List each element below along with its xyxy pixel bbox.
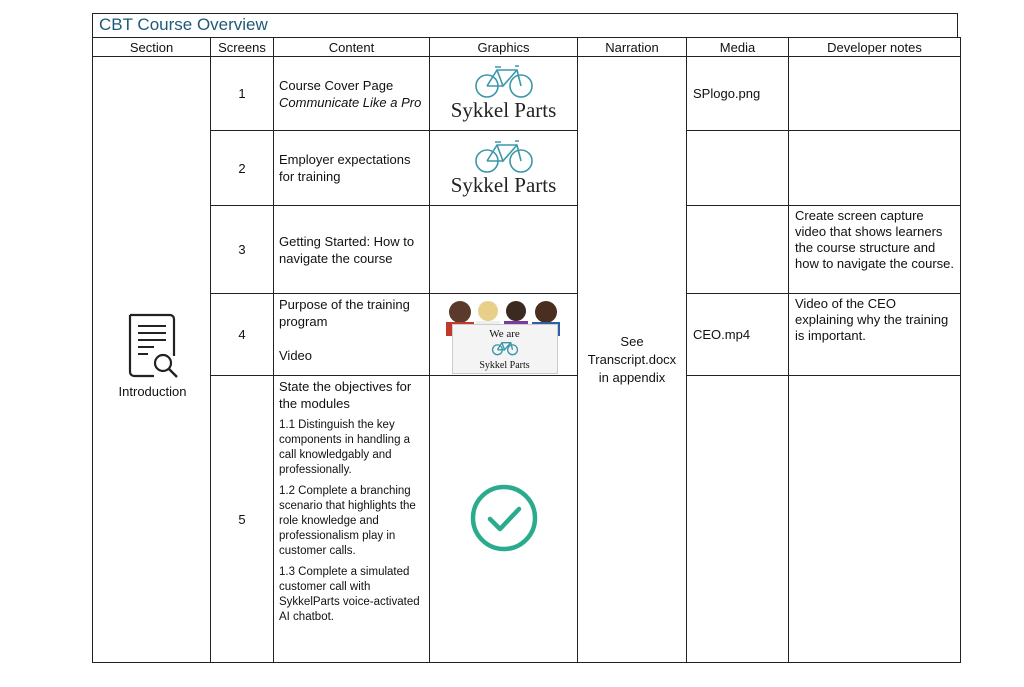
narration-line: See <box>620 334 644 349</box>
content-title: Course Cover Page <box>279 77 394 93</box>
graphic-cell <box>430 294 578 376</box>
checkmark-circle-icon <box>469 483 539 553</box>
notes-cell: Create screen capture video that shows learners the course structure and how to navigate the course. <box>789 206 961 294</box>
team-photo <box>438 296 570 374</box>
bicycle-icon <box>473 64 535 100</box>
content-title: State the objectives for the modules <box>279 379 412 411</box>
sign-board <box>452 324 558 374</box>
objective-item: 1.1 Distinguish the key components in handling a call knowledgably and professionally. <box>279 419 411 476</box>
table-row <box>93 294 961 376</box>
content-cell: Employer expectations for training <box>274 131 430 206</box>
screen-number: 2 <box>211 131 274 206</box>
content-cell: Getting Started: How to navigate the course <box>274 206 430 294</box>
media-cell: SPlogo.png <box>687 57 789 131</box>
section-label: Introduction <box>118 384 187 399</box>
header-graphics: Graphics <box>430 38 578 57</box>
graphic-cell <box>430 131 578 206</box>
graphic-cell <box>430 57 578 131</box>
header-row <box>93 38 961 57</box>
media-cell <box>687 131 789 206</box>
header-narration: Narration <box>578 38 687 57</box>
title-bar <box>92 13 958 37</box>
media-cell <box>687 376 789 663</box>
header-screens: Screens <box>211 38 274 57</box>
narration-file: Transcript.docx <box>587 352 677 367</box>
document-search-icon <box>126 312 180 380</box>
logo-text: Sykkel Parts <box>450 172 557 197</box>
table-row <box>93 376 961 663</box>
objective-item: 1.2 Complete a branching scenario that highlights the role knowledge and professionalism play in customer calls. <box>279 485 416 557</box>
notes-cell <box>789 57 961 131</box>
course-overview-table <box>92 37 961 663</box>
bicycle-icon <box>473 139 535 175</box>
notes-cell <box>789 131 961 206</box>
notes-cell <box>789 376 961 663</box>
bicycle-icon <box>490 340 520 356</box>
media-cell <box>687 206 789 294</box>
media-cell: CEO.mp4 <box>687 294 789 376</box>
screen-number: 3 <box>211 206 274 294</box>
header-content: Content <box>274 38 430 57</box>
table-row <box>93 131 961 206</box>
header-section: Section <box>93 38 211 57</box>
table-row <box>93 206 961 294</box>
sign-text: We are <box>489 327 520 340</box>
screen-number: 4 <box>211 294 274 376</box>
logo-text: Sykkel Parts <box>450 98 557 122</box>
graphic-cell <box>430 206 578 294</box>
content-subtitle: Communicate Like a Pro <box>279 94 422 110</box>
page-title: CBT Course Overview <box>99 15 268 34</box>
notes-cell: Video of the CEO explaining why the training is important. <box>789 294 961 376</box>
sign-text: Sykkel Parts <box>479 359 530 371</box>
content-title: Purpose of the training program <box>279 297 410 329</box>
table-row <box>93 57 961 131</box>
header-developer-notes: Developer notes <box>789 38 961 57</box>
sykkel-logo <box>430 139 577 198</box>
sykkel-logo <box>430 64 577 123</box>
objective-item: 1.3 Complete a simulated customer call with SykkelParts voice-activated AI chatbot. <box>279 566 420 623</box>
content-cell <box>274 376 430 663</box>
graphic-cell <box>430 376 578 663</box>
screen-number: 5 <box>211 376 274 663</box>
header-media: Media <box>687 38 789 57</box>
screen-number: 1 <box>211 57 274 131</box>
content-subtitle: Video <box>279 348 313 363</box>
narration-cell <box>578 57 687 663</box>
content-cell <box>274 294 430 376</box>
narration-line: in appendix <box>598 370 666 385</box>
section-cell <box>93 57 211 663</box>
content-cell <box>274 57 430 131</box>
